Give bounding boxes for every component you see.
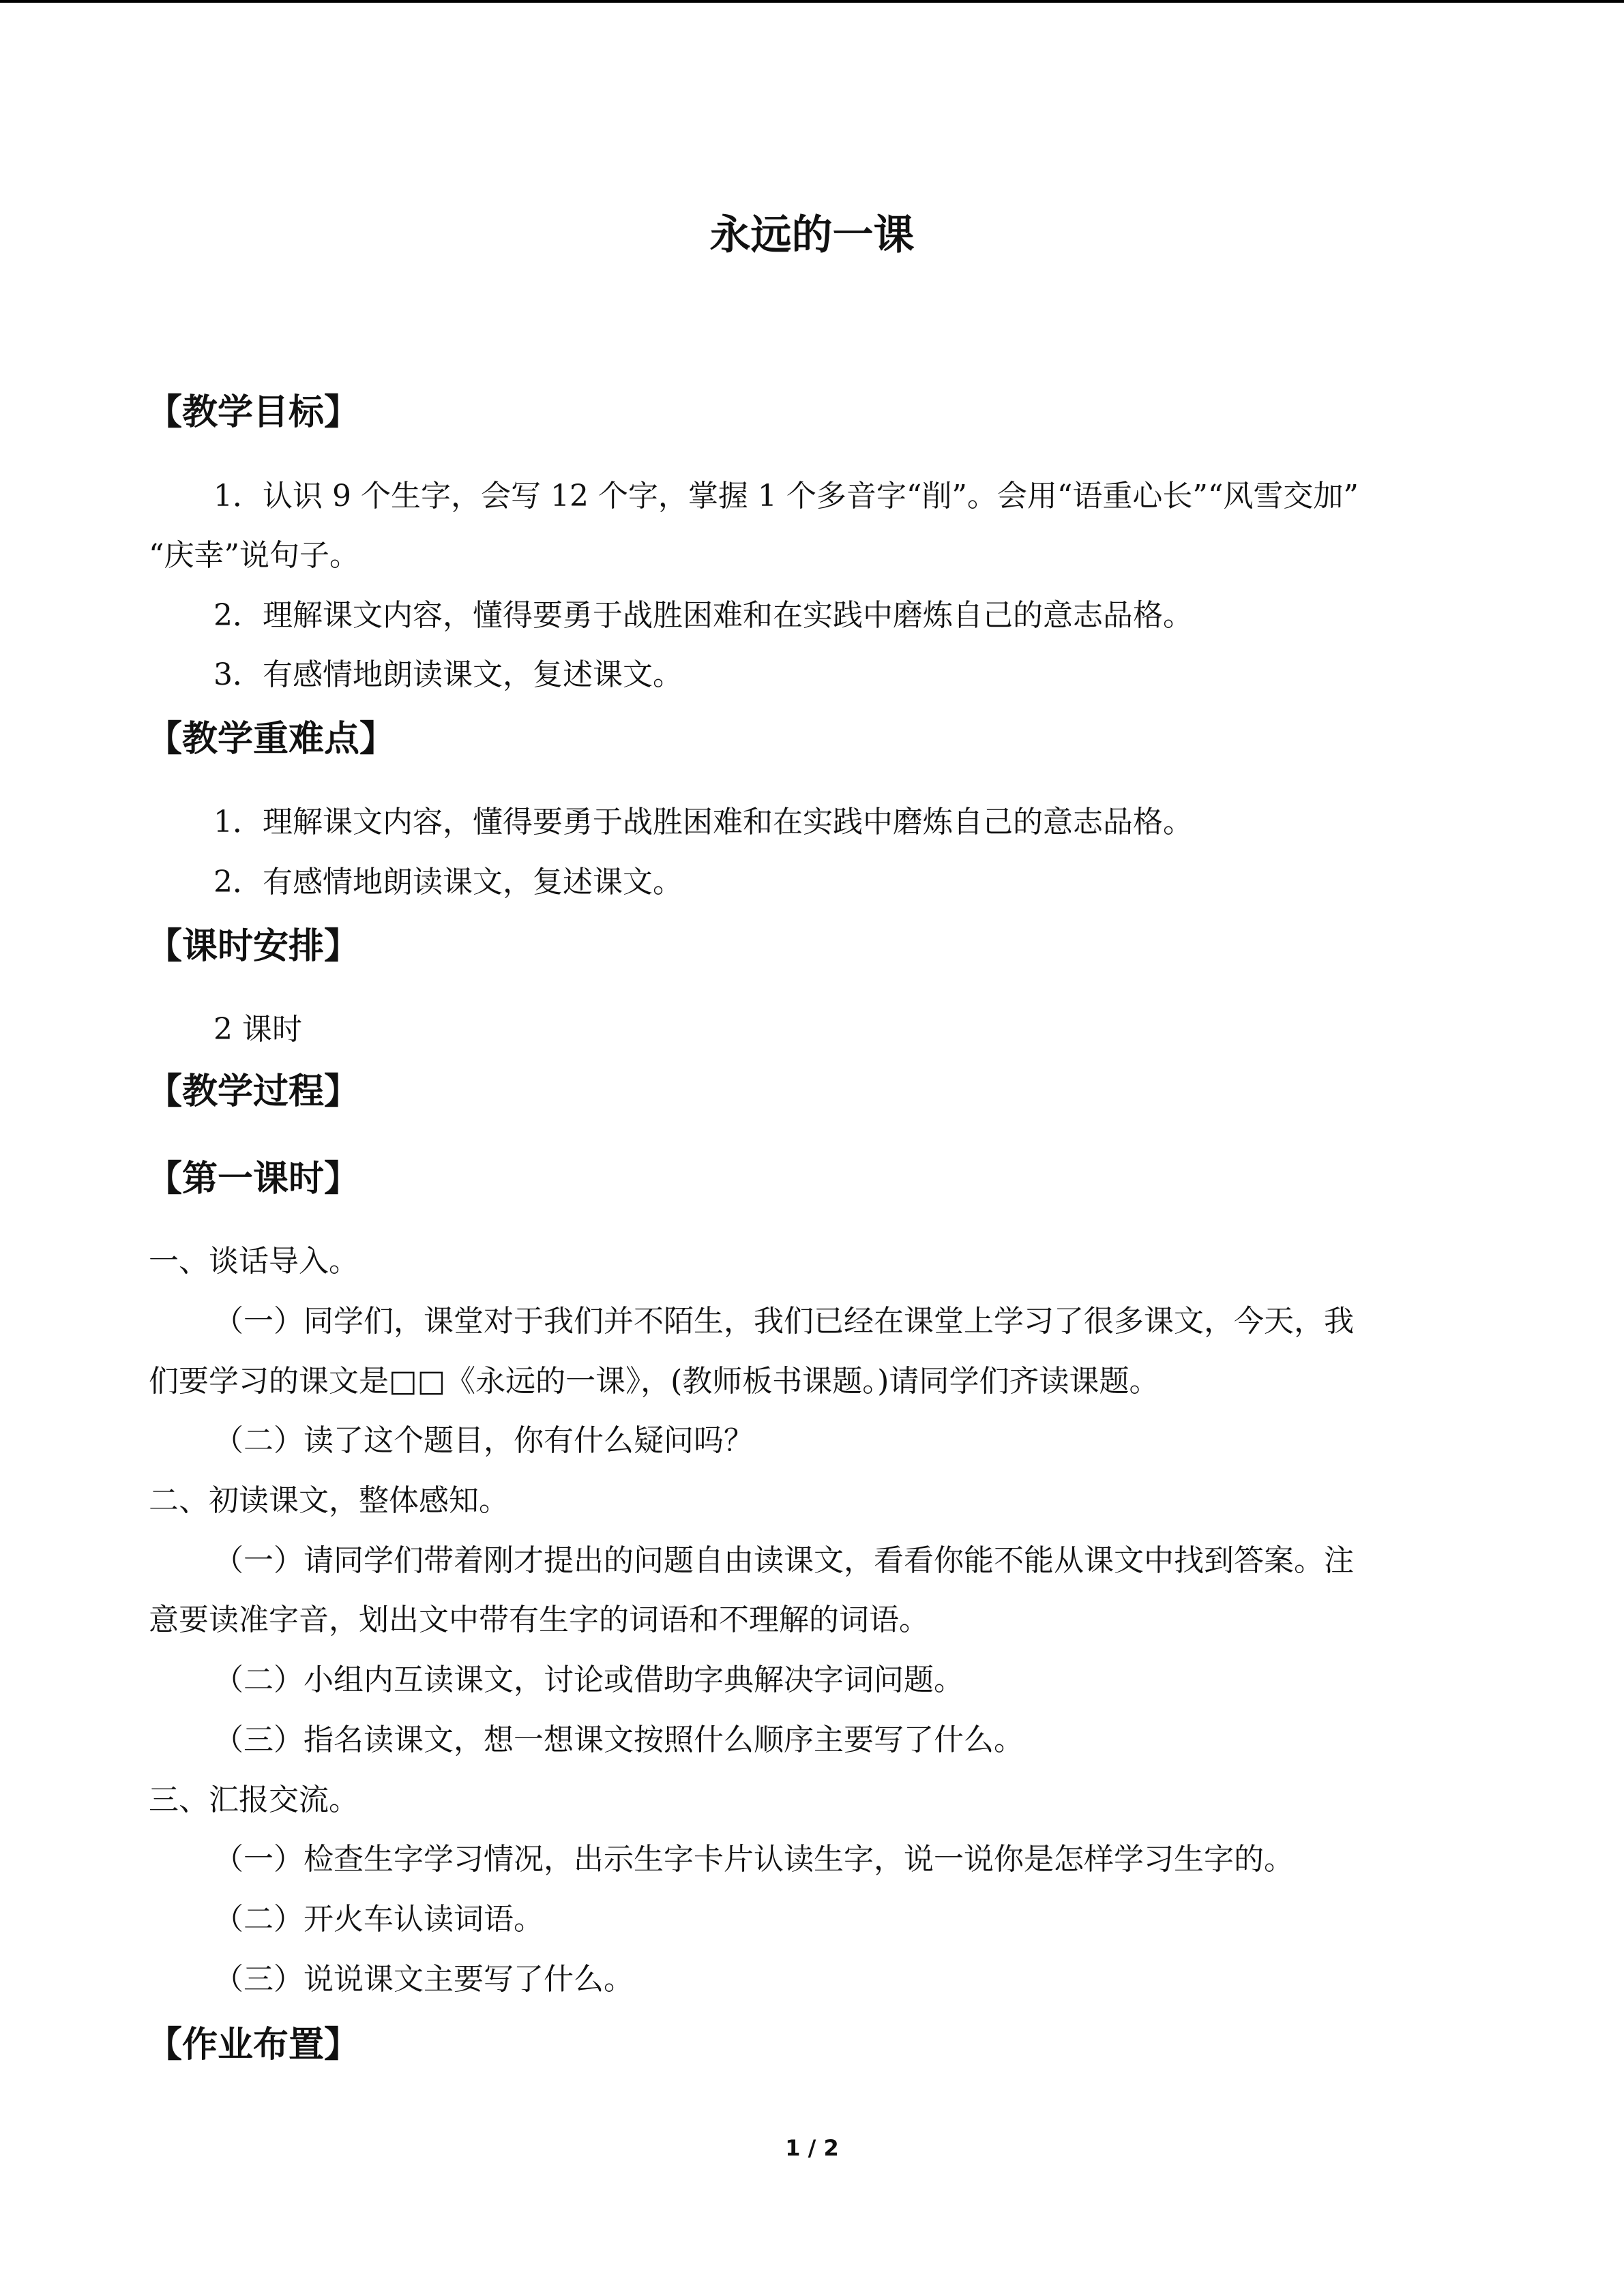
page-number: 1 / 2 [785, 2135, 839, 2161]
lesson-line: （二）小组内互读课文，讨论或借助字典解决字词问题。 [213, 1663, 964, 1697]
objective-item-3: 3．有感情地朗读课文，复述课文。 [213, 657, 683, 692]
lesson-line: （二）开火车认读词语。 [213, 1902, 544, 1937]
key-point-item-1: 1．理解课文内容，懂得要勇于战胜困难和在实践中磨炼自己的意志品格。 [213, 805, 1193, 839]
lesson-line: （二）读了这个题目，你有什么疑问吗？ [213, 1423, 754, 1458]
lesson-line-continued: 们要学习的课文是□□《永远的一课》，(教师板书课题。)请同学们齐读课题。 [149, 1364, 1160, 1399]
lesson-line: （三）说说课文主要写了什么。 [213, 1962, 634, 1997]
objective-item-1-continued: “庆幸”说句子。 [149, 538, 359, 573]
lesson-step-3: 三、汇报交流。 [149, 1783, 359, 1817]
lesson-step-2: 二、初读课文，整体感知。 [149, 1483, 509, 1518]
lesson-line: （一）请同学们带着刚才提出的问题自由读课文，看看你能不能从课文中找到答案。注 [213, 1543, 1354, 1578]
objective-item-2: 2．理解课文内容，懂得要勇于战胜困难和在实践中磨炼自己的意志品格。 [213, 598, 1193, 633]
lesson-line: （一）检查生字学习情况，出示生字卡片认读生字，说一说你是怎样学习生字的。 [213, 1842, 1294, 1877]
page-title: 永远的一课 [709, 211, 915, 259]
lesson-step-1: 一、谈话导入。 [149, 1244, 359, 1279]
schedule-text: 2 课时 [213, 1012, 302, 1047]
heading-key-points: 【教学重难点】 [147, 719, 396, 760]
heading-schedule: 【课时安排】 [147, 926, 360, 967]
objective-item-1: 1．认识 9 个生字，会写 12 个字，掌握 1 个多音字“削”。会用“语重心长”“风雪交加” [213, 479, 1359, 513]
heading-process: 【教学过程】 [147, 1071, 360, 1112]
key-point-item-2: 2．有感情地朗读课文，复述课文。 [213, 865, 683, 899]
heading-objectives: 【教学目标】 [147, 392, 360, 433]
lesson-line: （一）同学们，课堂对于我们并不陌生，我们已经在课堂上学习了很多课文，今天，我 [213, 1304, 1354, 1339]
heading-first-lesson: 【第一课时】 [147, 1159, 360, 1199]
lesson-line-continued: 意要读准字音，划出文中带有生字的词语和不理解的词语。 [149, 1602, 929, 1637]
lesson-line: （三）指名读课文，想一想课文按照什么顺序主要写了什么。 [213, 1723, 1024, 1757]
heading-homework: 【作业布置】 [147, 2025, 360, 2066]
